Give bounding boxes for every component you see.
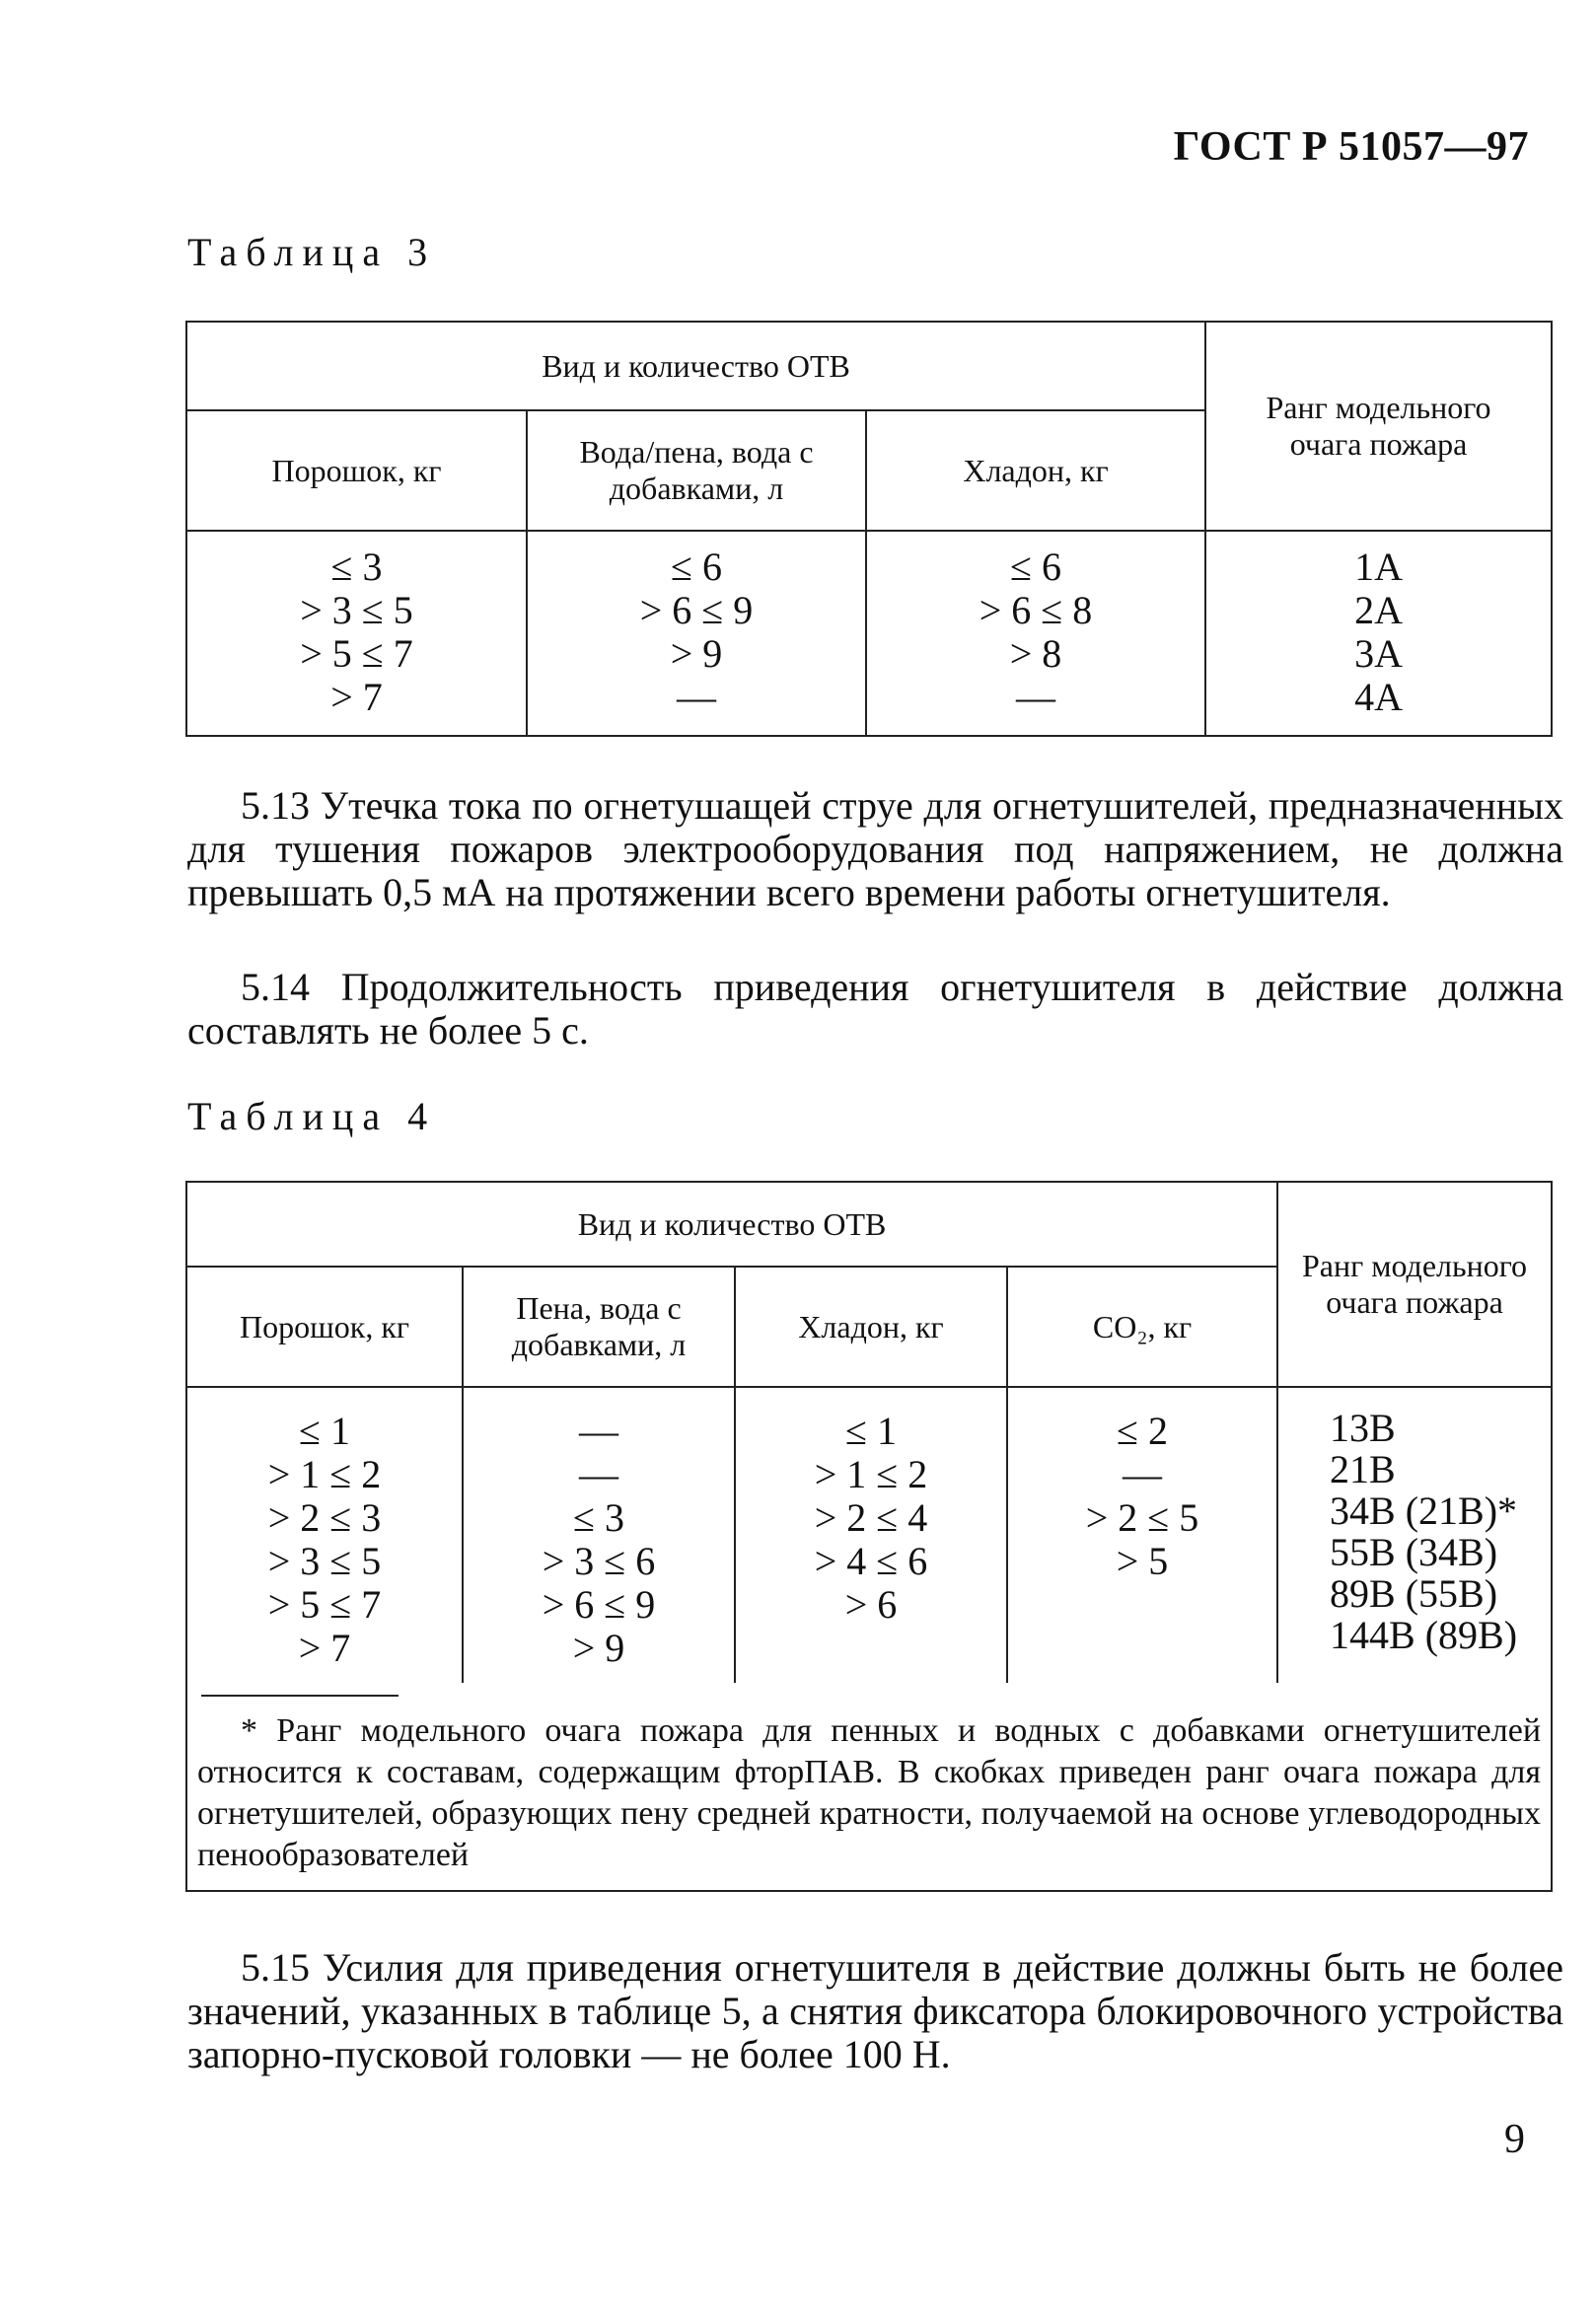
table3-powder-value: > 5 ≤ 7 [300,631,413,676]
table3-powder-value: ≤ 3 [330,544,383,589]
table4-footnote: * Ранг модельного очага пожара для пенных и водных с добавками огнетушителей относится к составам, содержащим фторПАВ. В скобках приведен ранг очага пожара для огнетушителей, образующих пену средней кратности, получаемой на основе углеводородных пенообразователей [197,1712,1542,1873]
table4-co2-cell [1007,1387,1277,1683]
table3-water-value: ≤ 6 [671,544,722,589]
table4-halon-value: ≤ 1 [845,1409,897,1453]
table4-foam-value: — [579,1409,618,1453]
table4-powder-value: > 1 ≤ 2 [267,1452,382,1496]
table3-rank-value: 4А [1354,675,1403,719]
paragraph-5-15: 5.15 Усилия для приведения огнетушителя в действие должны быть не более значений, указанных в таблице 5, а снятия фиксатора блокировочного устройства запорно-пусковой головки — не более 100 Н. [187,1945,1563,2076]
table4-foam-value: ≤ 3 [573,1495,624,1540]
table4-caption: Таблица 4 [187,1094,437,1138]
table4-powder-cell [186,1387,463,1683]
table4-col-co2: CO₂, кг [1007,1267,1277,1387]
table4-col-halon: Хладон, кг [735,1267,1007,1387]
table3-water-value: — [677,675,716,719]
table4-halon-cell [735,1387,1007,1683]
standard-designation: ГОСТ Р 51057—97 [1173,124,1529,170]
table4-co2-value: > 5 [1116,1539,1169,1583]
table4-foam-value: > 3 ≤ 6 [542,1539,656,1583]
paragraph-5-14: 5.14 Продолжительность приведения огнетушителя в действие должна составлять не более 5 с. [187,965,1563,1053]
table4-powder-value: ≤ 1 [299,1409,350,1453]
table4-rank-value: 34В (21В)* [1330,1488,1518,1533]
table4-powder-value: > 3 ≤ 5 [267,1539,382,1583]
table3-rank-value: 1А [1354,544,1403,589]
table4-co2-value: ≤ 2 [1117,1409,1168,1453]
table4-foam-value: > 9 [572,1626,625,1670]
table3-col-halon: Хладон, кг [866,410,1205,531]
table4-halon-value: > 4 ≤ 6 [814,1539,928,1583]
table3-halon-value: — [1016,675,1055,719]
table3-halon-cell [866,531,1205,736]
table3-rank-value: 2А [1354,588,1403,632]
paragraph-5-13: 5.13 Утечка тока по огнетушащей струе для огнетушителей, предназначенных для тушения пожаров электрооборудования под напряжением, не должна превышать 0,5 мА на протяжении всего времени работы огнетушителя. [187,783,1563,914]
table3-rank-cell [1205,531,1552,736]
footnote-rule [201,1695,399,1697]
table4-rank-value: 89В (55В) [1330,1571,1498,1616]
table3-halon-value: > 8 [1009,631,1062,676]
table3-group-header: Вид и количество ОТВ [186,322,1205,410]
table4-halon-value: > 2 ≤ 4 [814,1495,928,1540]
table4-co2-value: > 2 ≤ 5 [1085,1495,1199,1540]
table3-water-cell [527,531,866,736]
table3-powder-value: > 7 [330,675,383,719]
table3-powder-cell [186,531,527,736]
table3-caption: Таблица 3 [187,230,437,274]
table3-col-powder: Порошок, кг [186,410,527,531]
table4-powder-value: > 7 [298,1626,351,1670]
table3-water-value: > 6 ≤ 9 [639,588,754,632]
table3-col-water: Вода/пена, вода с добавками, л [527,410,866,531]
table3-water-value: > 9 [670,631,723,676]
table3-halon-value: ≤ 6 [1010,544,1061,589]
table4 [185,1181,1553,1892]
table4-powder-value: > 2 ≤ 3 [267,1495,382,1540]
table4-rank-cell [1277,1387,1552,1683]
table3-halon-value: > 6 ≤ 8 [979,588,1093,632]
table4-rank-value: 21В [1330,1447,1396,1491]
table4-halon-value: > 6 [844,1582,898,1627]
table4-foam-value: > 6 ≤ 9 [542,1582,656,1627]
table3-rank-header: Ранг модельного очага пожара [1205,322,1552,531]
page-number: 9 [1504,2117,1525,2162]
table4-halon-value: > 1 ≤ 2 [814,1452,928,1496]
table4-rank-value: 144В (89В) [1330,1613,1518,1657]
table3 [185,321,1553,737]
table4-foam-value: — [579,1452,618,1496]
table4-rank-header: Ранг модельного очага пожара [1277,1182,1552,1387]
table4-powder-value: > 5 ≤ 7 [267,1582,382,1627]
table4-co2-value: — [1123,1452,1162,1496]
table4-group-header: Вид и количество ОТВ [186,1182,1277,1267]
table3-powder-value: > 3 ≤ 5 [300,588,413,632]
table4-foam-cell [463,1387,735,1683]
table4-rank-value: 13В [1330,1406,1396,1450]
table4-footnote-cell [186,1683,1552,1891]
table4-rank-value: 55В (34В) [1330,1530,1498,1574]
table4-col-foam: Пена, вода с добавками, л [463,1267,735,1387]
table4-col-powder: Порошок, кг [186,1267,463,1387]
table3-rank-value: 3А [1354,631,1403,676]
